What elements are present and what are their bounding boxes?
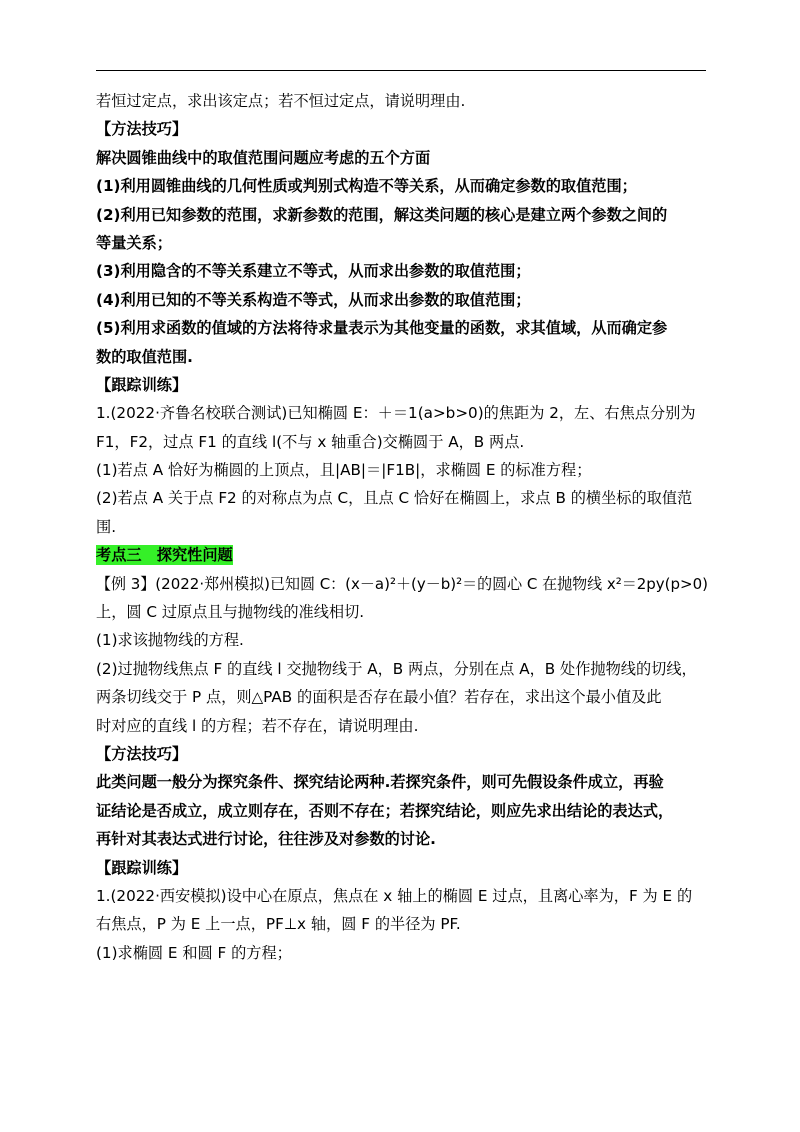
line-text: 再针对其表达式进行讨论，往往涉及对参数的讨论.: [96, 830, 436, 849]
text-line-27: [96, 829, 708, 849]
text-line-23: [96, 716, 708, 736]
text-line-14: [96, 460, 708, 480]
line-text: (2)若点 A 关于点 F2 的对称点为点 C，且点 C 恰好在椭圆上，求点 B 的横坐标的取值范: [96, 489, 693, 508]
text-line-4: [96, 176, 708, 196]
line-text: 右焦点，P 为 E 上一点，PF⊥x 轴，圆 F 的半径为 PF.: [96, 915, 461, 934]
example-3-line-1: [96, 574, 708, 594]
method-tips-heading-2: [96, 744, 708, 764]
text-line-16: [96, 517, 708, 537]
line-text: (4)利用已知的不等关系构造不等式，从而求出参数的取值范围；: [96, 290, 531, 309]
line-text: (1)求椭圆 E 和圆 F 的方程；: [96, 943, 292, 962]
header-rule: [96, 70, 706, 71]
line-text: 证结论是否成立，成立则存在，否则不存在；若探究结论，则应先求出结论的表达式，: [96, 801, 674, 820]
text-line-8: [96, 290, 708, 310]
line-text: 等量关系；: [96, 233, 172, 252]
text-line-3: [96, 148, 708, 168]
line-text: (5)利用求函数的值域的方法将待求量表示为其他变量的函数，求其值域，从而确定参: [96, 319, 668, 338]
line-text: 两条切线交于 P 点，则△PAB 的面积是否存在最小值？若存在，求出这个最小值及此: [96, 688, 662, 707]
follow-up-training-heading: [96, 375, 708, 395]
text-line-21: [96, 659, 708, 679]
line-text: 1.(2022·西安模拟)设中心在原点，焦点在 x 轴上的椭圆 E 过点，且离心率为，F 为 E 的: [96, 886, 693, 905]
line-text: 时对应的直线 l 的方程；若不存在，请说明理由.: [96, 716, 419, 735]
text-line-12: [96, 403, 708, 423]
highlighted-section-title: 考点三 探究性问题: [96, 546, 233, 565]
line-text: (2)利用已知参数的范围，求新参数的范围，解这类问题的核心是建立两个参数之间的: [96, 205, 668, 224]
line-text: 此类问题一般分为探究条件、探究结论两种.若探究条件，则可先假设条件成立，再验: [96, 773, 664, 792]
text-line-19: [96, 602, 708, 622]
text-line-10: [96, 347, 708, 367]
line-text: 围.: [96, 517, 117, 536]
text-line-6: [96, 233, 708, 253]
line-text: 1.(2022·齐鲁名校联合测试)已知椭圆 E：＋＝1(a>b>0)的焦距为 2，左、右焦点分别为: [96, 404, 696, 423]
line-text: (2)过抛物线焦点 F 的直线 l 交抛物线于 A，B 两点，分别在点 A，B 处作抛物线的切线，: [96, 659, 697, 678]
follow-up-training-heading-2: [96, 858, 708, 878]
line-text: 【例 3】(2022·郑州模拟)已知圆 C：(x－a)²＋(y－b)²＝的圆心 C 在抛物线 x²＝2py(p>0): [96, 574, 709, 593]
text-line-1: [96, 91, 708, 111]
text-line-20: [96, 630, 708, 650]
text-line-29: [96, 886, 708, 906]
line-text: 若恒过定点，求出该定点；若不恒过定点，请说明理由.: [96, 92, 466, 110]
text-line-5: [96, 205, 708, 225]
text-line-7: [96, 261, 708, 281]
text-line-13: [96, 432, 708, 452]
line-text: 解决圆锥曲线中的取值范围问题应考虑的五个方面: [96, 148, 431, 167]
line-text: 【方法技巧】: [96, 744, 188, 763]
line-text: (1)利用圆锥曲线的几何性质或判别式构造不等关系，从而确定参数的取值范围；: [96, 177, 637, 196]
text-line-31: [96, 943, 708, 963]
text-line-30: [96, 914, 708, 934]
text-line-26: [96, 801, 708, 821]
text-line-9: [96, 318, 708, 338]
line-text: 【跟踪训练】: [96, 375, 188, 394]
line-text: F1，F2，过点 F1 的直线 l(不与 x 轴重合)交椭圆于 A，B 两点.: [96, 432, 525, 451]
text-line-15: [96, 488, 708, 508]
line-text: (1)求该抛物线的方程.: [96, 631, 244, 650]
line-text: 【跟踪训练】: [96, 858, 188, 877]
method-tips-heading: [96, 119, 708, 139]
line-text: 上，圆 C 过原点且与抛物线的准线相切.: [96, 603, 365, 622]
text-line-25: [96, 772, 708, 792]
line-text: (3)利用隐含的不等关系建立不等式，从而求出参数的取值范围；: [96, 262, 531, 281]
section-three-heading: [96, 545, 708, 565]
line-text: (1)若点 A 恰好为椭圆的上顶点，且|AB|＝|F1B|，求椭圆 E 的标准方程；: [96, 461, 592, 480]
line-text: 【方法技巧】: [96, 120, 188, 139]
line-text: 数的取值范围.: [96, 347, 193, 366]
document-body: [96, 91, 708, 971]
text-line-22: [96, 687, 708, 707]
